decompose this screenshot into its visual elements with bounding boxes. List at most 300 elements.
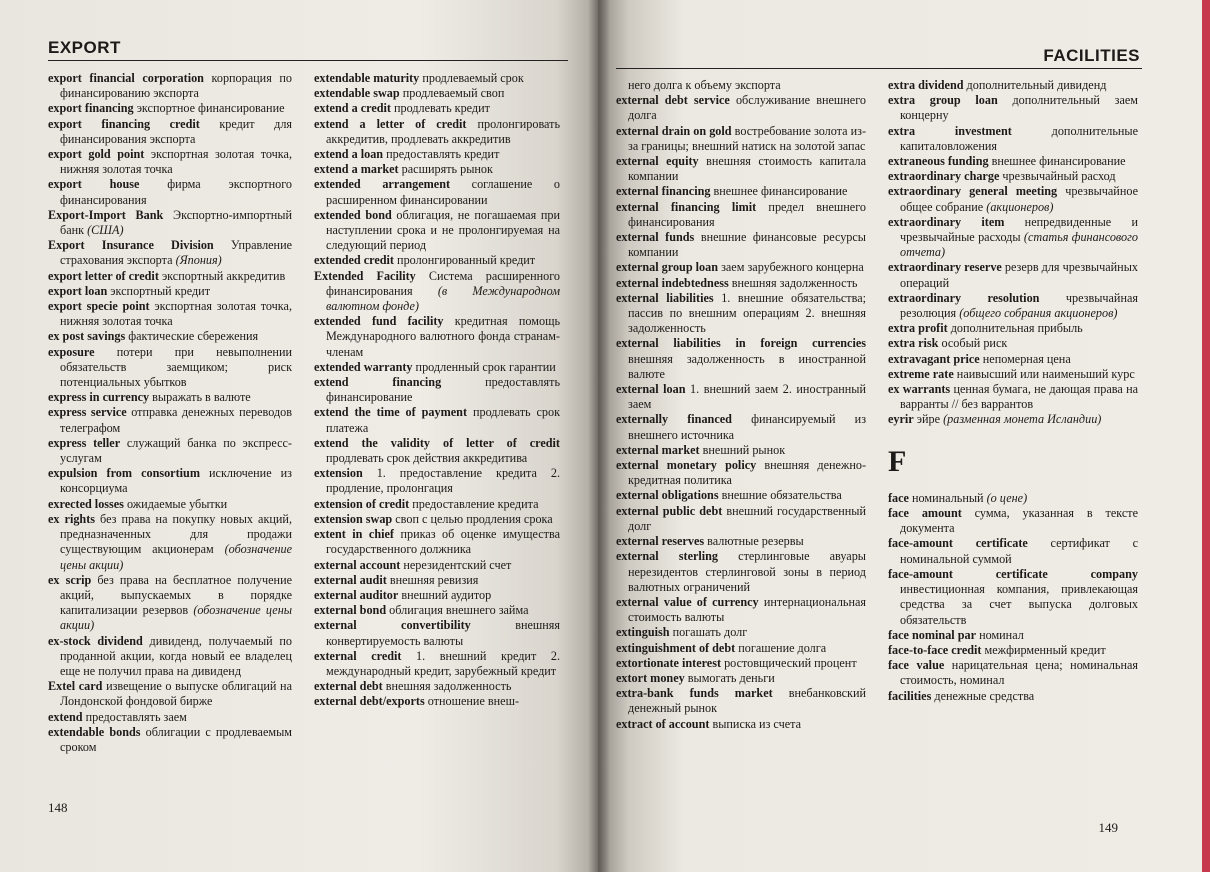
running-header-left: EXPORT (48, 38, 121, 57)
dictionary-entry (616, 716, 866, 732)
entry-term: extend a letter of credit (314, 116, 467, 131)
entry-term: external debt service (616, 93, 730, 108)
entry-definition: финансируемый из внешнего источника (628, 412, 867, 442)
entry-definition: расширять рынок (401, 162, 493, 177)
dictionary-entry (314, 405, 561, 435)
entry-definition: дополнительные капиталовложения (900, 123, 1138, 153)
dictionary-entry (888, 336, 1138, 351)
header-rule-right (616, 68, 1142, 69)
dictionary-entry (314, 527, 561, 557)
entry-term: ex rights (48, 511, 96, 526)
entry-term: extraordinary resolution (888, 290, 1040, 305)
book-gutter (588, 0, 610, 872)
entry-definition: внешние финансовые ресурсы компании (628, 230, 866, 260)
dictionary-entry (314, 359, 560, 375)
entry-definition: без права на бесплатное получение акций, выпускаемых в порядке капитализации резервов (60, 572, 293, 618)
entry-term: export specie point (48, 299, 150, 314)
entry-term: export loan (48, 283, 108, 298)
entry-term: extendable bonds (48, 724, 141, 739)
dictionary-entry (888, 658, 1139, 688)
entry-term: external audit (314, 572, 387, 587)
entry-definition: дополнительный заем концерну (900, 93, 1138, 123)
entry-term: export financing credit (48, 116, 200, 131)
entry-term: extra investment (888, 123, 1012, 138)
entry-definition: 1. внешние обязательства; пассив по внешним операциям 2. внешняя задолженность (628, 290, 866, 336)
dictionary-entry (48, 238, 293, 268)
entry-definition: потери при невыполнении обязательств заемщиком; риск потенциальных убытков (60, 344, 293, 390)
entry-definition: внешняя конвертируемость валюты (326, 618, 560, 648)
dictionary-entry (314, 511, 560, 527)
entry-term: extended bond (314, 207, 392, 222)
entry-term: external auditor (314, 587, 399, 602)
entry-note: (обозначение цены акции) (60, 542, 293, 572)
entry-term: face-amount certificate company (888, 566, 1138, 581)
column-3-entries (616, 93, 866, 732)
section-letter: F (888, 444, 907, 478)
entry-definition: приказ об оценке имущества государственного должника (326, 527, 561, 557)
entry-definition: эйре (916, 412, 941, 427)
entry-definition: ростовщический процент (724, 655, 857, 670)
entry-definition: сумма, указанная в тексте документа (900, 506, 1138, 536)
dictionary-entry (616, 686, 867, 716)
entry-term: extend the time of payment (314, 405, 468, 420)
entry-term: extend a credit (314, 101, 391, 116)
entry-term: external account (314, 557, 401, 572)
entry-definition: ожидаемые убытки (126, 496, 228, 511)
entry-definition: внешняя задолженность (731, 275, 858, 290)
entry-term: external financing (616, 184, 711, 199)
entry-term: extravagant price (888, 351, 980, 366)
entry-definition: нарицательная цена; номинальная стоимость, номинал (900, 658, 1139, 688)
entry-definition: продлеваемый срок (422, 71, 524, 85)
dictionary-entry (314, 572, 560, 588)
entry-definition: экспортная золотая точка, нижняя золотая точка (60, 147, 292, 177)
entry-definition: выписка из счета (712, 716, 802, 731)
dictionary-entry (616, 290, 866, 337)
entry-definition: предел внешнего финансирования (628, 199, 866, 229)
entry-definition: 1. внешний кредит 2. международный кредит, зарубежный кредит (326, 648, 560, 678)
entry-term: external liabilities (616, 290, 714, 305)
entry-definition: обслуживание внешнего долга (628, 93, 866, 123)
entry-term: face (888, 490, 909, 505)
entry-term: eyrir (888, 412, 914, 427)
dictionary-entry (314, 496, 560, 512)
left-page (0, 0, 598, 872)
entry-note: (о цене) (986, 490, 1028, 505)
entry-definition: фактические сбережения (128, 329, 259, 344)
entry-term: extraordinary reserve (888, 260, 1002, 275)
entry-definition: продлеваемый своп (402, 86, 505, 101)
dictionary-entry (314, 71, 560, 86)
dictionary-entry (314, 375, 561, 405)
entry-definition: корпорация по финансированию экспорта (60, 71, 292, 101)
dictionary-entry (888, 382, 1138, 412)
entry-term: external debt/exports (314, 694, 425, 709)
entry-term: external convertibility (314, 618, 471, 633)
dictionary-entry (48, 177, 292, 207)
dictionary-entry (888, 290, 1138, 321)
entry-definition: дополнительная прибыль (950, 321, 1083, 336)
entry-term: exrected losses (48, 496, 124, 511)
dictionary-entry (314, 86, 560, 101)
dictionary-entry (888, 536, 1139, 566)
entry-term: extra dividend (888, 78, 964, 92)
dictionary-entry (888, 566, 1138, 628)
entry-term: face value (888, 658, 945, 673)
dictionary-entry (616, 336, 866, 382)
dictionary-entry (314, 101, 560, 116)
entry-definition: экспортная золотая точка, нижняя золотая точка (60, 299, 292, 329)
entry-definition: Система расширенного финансирования (326, 268, 560, 298)
entry-term: extraordinary charge (888, 169, 1000, 184)
entry-term: express service (48, 405, 127, 420)
dictionary-entry (888, 184, 1138, 214)
dictionary-entry (48, 466, 292, 496)
entry-definition: экспортное финансирование (136, 101, 285, 116)
entry-term: facilities (888, 688, 932, 703)
column-4 (888, 78, 1138, 704)
entry-definition: без права на покупку новых акций, предназначенных для продажи существующим акционерам (60, 511, 292, 557)
entry-term: external funds (616, 230, 695, 245)
page-number-left: 148 (48, 800, 68, 815)
entry-definition: кредит для финансирования экспорта (60, 116, 293, 146)
dictionary-entry (48, 405, 292, 435)
entry-term: extra group loan (888, 93, 998, 108)
entry-definition: внешняя задолженность (385, 679, 512, 694)
entry-definition: экспортный кредит (110, 283, 211, 298)
entry-note: (обозначение цены акции) (60, 603, 293, 633)
column-4-entries (888, 78, 1138, 428)
dictionary-entry (888, 506, 1138, 536)
dictionary-entry (314, 679, 560, 694)
entry-definition: предоставлять кредит (386, 147, 500, 162)
entry-note: (США) (87, 223, 124, 238)
entry-term: external reserves (616, 534, 705, 549)
dictionary-entry (314, 603, 560, 618)
entry-definition: интернациональная стоимость валюты (628, 594, 867, 625)
column-2 (314, 71, 560, 710)
dictionary-entry (888, 412, 1138, 427)
entry-term: export gold point (48, 147, 145, 162)
dictionary-entry (616, 655, 866, 671)
entry-definition: внешняя задолженность в иностранной валюте (628, 351, 866, 381)
dictionary-entry (314, 147, 560, 162)
entry-term: extraneous funding (888, 154, 989, 169)
entry-definition: внешнее финансирование (713, 184, 848, 199)
entry-term: extended warranty (314, 359, 413, 374)
dictionary-entry (616, 154, 866, 184)
dictionary-entry (48, 147, 292, 177)
entry-term: external bond (314, 603, 387, 618)
entry-definition: стерлинговые авуары нерезидентов стерлинговой зоны в период валютных ограничений (628, 549, 866, 594)
entry-definition: чрезвычайное общее собрание (900, 184, 1138, 214)
entry-definition: внебанковский денежный рынок (628, 686, 867, 716)
dictionary-entry (48, 435, 292, 466)
entry-definition: выражать в валюте (152, 390, 251, 405)
column-3 (616, 78, 866, 732)
entry-definition: внешний рынок (702, 442, 786, 457)
entry-definition: отношение внеш- (427, 694, 520, 709)
entry-term: extortionate interest (616, 655, 722, 670)
entry-term: external value of currency (616, 594, 759, 609)
dictionary-entry (888, 154, 1138, 169)
header-rule-left (48, 60, 568, 61)
entry-definition: Экспортно-импортный банк (60, 207, 293, 238)
entry-term: extendable swap (314, 86, 400, 101)
entry-term: face-to-face credit (888, 642, 982, 657)
entry-definition: своп с целью продления срока (395, 511, 553, 526)
dictionary-entry (616, 640, 866, 656)
entry-term: ex-stock dividend (48, 633, 143, 648)
dictionary-entry (616, 488, 866, 503)
entry-term: extended fund facility (314, 314, 444, 329)
dictionary-entry (48, 496, 292, 512)
entry-term: external group loan (616, 260, 719, 275)
dictionary-entry (314, 177, 560, 207)
dictionary-entry (48, 390, 292, 405)
dictionary-entry (888, 260, 1138, 290)
entry-definition: соглашение о расширенном финансировании (326, 177, 560, 207)
entry-definition: востребование золота из-за границы; внешний натиск на золотой запас (628, 123, 867, 153)
dictionary-entry (616, 260, 866, 275)
dictionary-entry (314, 162, 560, 177)
entry-term: external debt (314, 679, 383, 694)
entry-definition: предоставлять финансирование (326, 375, 561, 405)
dictionary-entry (616, 534, 866, 549)
entry-term: extendable maturity (314, 71, 420, 85)
cover-edge (1202, 0, 1210, 872)
entry-term: extension of credit (314, 496, 410, 511)
dictionary-entry (616, 93, 866, 123)
dictionary-entry (48, 679, 292, 709)
entry-note: (в Международном валютном фонде) (326, 283, 560, 314)
dictionary-entry (888, 214, 1138, 261)
running-header-right: FACILITIES (1043, 46, 1140, 65)
entry-term: ex warrants (888, 382, 951, 397)
entry-term: extended arrangement (314, 177, 451, 192)
entry-definition: внешний государственный долг (628, 503, 867, 533)
dictionary-entry (888, 688, 1138, 704)
entry-term: extend a loan (314, 147, 384, 162)
entry-term: express in currency (48, 390, 150, 405)
dictionary-entry (888, 321, 1138, 336)
entry-term: ex scrip (48, 572, 92, 587)
entry-definition: пролонгировать аккредитив, продлевать аккредитив (326, 116, 561, 146)
entry-definition: денежные средства (934, 688, 1035, 703)
dictionary-entry (888, 123, 1138, 154)
dictionary-entry (314, 268, 560, 315)
dictionary-entry (616, 549, 866, 595)
dictionary-entry (616, 670, 866, 686)
entry-term: external monetary policy (616, 458, 757, 473)
dictionary-entry (616, 382, 866, 412)
dictionary-entry (616, 594, 867, 625)
entry-term: extinguish (616, 625, 670, 640)
dictionary-entry (616, 458, 867, 488)
entry-definition: 1. внешний заем 2. иностранный заем (628, 382, 866, 412)
entry-definition: продлевать кредит (394, 101, 490, 116)
entry-definition: облигация внешнего займа (389, 603, 529, 618)
entry-definition: продленный срок гарантии (415, 359, 556, 374)
entry-term: export house (48, 177, 140, 192)
entry-definition: дополнительный дивиденд (966, 78, 1107, 92)
entry-term: extraordinary general meeting (888, 184, 1058, 199)
dictionary-entry (314, 618, 560, 648)
entry-definition: внешняя ревизия (389, 572, 479, 587)
entry-definition: продлевать срок платежа (326, 405, 561, 435)
page-number-right: 149 (1098, 820, 1118, 835)
entry-term: external equity (616, 154, 699, 169)
entry-definition: кредитная помощь Международного валютного фонда странам-членам (326, 314, 561, 359)
entry-definition: 1. предоставление кредита 2. продление, пролонгация (326, 466, 560, 496)
entry-term: export financing (48, 101, 134, 116)
entry-definition: непредвиденные и чрезвычайные расходы (900, 214, 1138, 245)
entry-term: Extel card (48, 679, 103, 694)
entry-term: extend financing (314, 375, 442, 390)
dictionary-entry (48, 207, 293, 238)
entry-definition: чрезвычайный расход (1002, 169, 1116, 184)
entry-term: extra profit (888, 321, 948, 336)
dictionary-entry (48, 283, 292, 299)
dictionary-entry (48, 71, 292, 101)
entry-definition: экспортный аккредитив (161, 268, 286, 283)
entry-term: extinguishment of debt (616, 640, 736, 655)
entry-definition: нерезидентский счет (403, 557, 512, 572)
entry-term: external indebtedness (616, 275, 729, 290)
entry-term: external obligations (616, 488, 719, 503)
entry-definition: внешний аудитор (401, 587, 492, 602)
entry-term: external market (616, 442, 700, 457)
dictionary-entry (48, 329, 292, 344)
entry-term: external credit (314, 648, 402, 663)
dictionary-entry (314, 314, 561, 360)
entry-term: ex post savings (48, 329, 126, 344)
entry-term: extension swap (314, 511, 393, 526)
entry-definition: пролонгированный кредит (397, 253, 536, 268)
entry-term: Extended Facility (314, 268, 416, 283)
dictionary-entry (314, 587, 560, 603)
entry-definition: номинал (979, 627, 1024, 642)
entry-term: extra risk (888, 336, 939, 351)
entry-definition: предоставлять заем (85, 709, 187, 724)
entry-term: exposure (48, 344, 95, 359)
entry-term: extreme rate (888, 366, 954, 381)
entry-definition: продлевать срок действия аккредитива (326, 451, 528, 466)
entry-definition: особый риск (941, 336, 1008, 351)
entry-note: (статья финансового отчета) (900, 230, 1138, 260)
entry-definition: погашать долг (672, 625, 748, 640)
dictionary-entry (616, 275, 866, 291)
entry-term: extent in chief (314, 527, 394, 542)
entry-term: face nominal par (888, 627, 977, 642)
entry-term: extended credit (314, 253, 394, 268)
entry-definition: ценная бумага, не дающая права на варранты // без варрантов (900, 382, 1138, 412)
entry-definition: вымогать деньги (687, 670, 775, 685)
dictionary-entry (48, 299, 292, 329)
entry-definition: наивысший или наименьший курс (956, 366, 1135, 381)
entry-term: export financial corporation (48, 71, 204, 85)
entry-definition: внешняя стоимость капитала компании (628, 154, 866, 184)
entry-term: externally financed (616, 412, 732, 427)
column-1 (48, 71, 292, 755)
dictionary-entry (48, 511, 293, 573)
dictionary-entry (616, 625, 866, 640)
dictionary-entry (314, 116, 561, 147)
dictionary-entry (48, 344, 293, 391)
dictionary-entry (888, 490, 1138, 506)
column-4-f-entries (888, 491, 1138, 704)
entry-term: Export Insurance Division (48, 238, 214, 253)
dictionary-entry (888, 627, 1138, 643)
entry-term: extraordinary item (888, 214, 1005, 229)
entry-definition: внешнее финансирование (991, 154, 1126, 169)
entry-definition: непомерная цена (982, 351, 1071, 366)
dictionary-entry (616, 199, 866, 230)
dictionary-entry (48, 724, 292, 755)
entry-definition: валютные резервы (707, 534, 804, 549)
dictionary-entry (314, 466, 560, 496)
entry-term: Export-Import Bank (48, 207, 164, 222)
entry-definition: погашение долга (738, 640, 827, 655)
entry-definition: инвестиционная компания, привлекающая средства за счет выпуска долговых обязательств (900, 582, 1138, 627)
entry-term: express teller (48, 435, 121, 450)
entry-term: extend (48, 709, 83, 724)
entry-term: extend the validity of letter of credit (314, 435, 560, 450)
entry-note: (общего собрания акционеров) (959, 306, 1118, 321)
dictionary-entry (888, 78, 1138, 93)
entry-term: extort money (616, 670, 685, 685)
dictionary-entry (314, 648, 560, 679)
entry-definition: фирма экспортного финансирования (60, 177, 292, 207)
entry-term: external financing limit (616, 199, 757, 214)
entry-definition: Управление страхования экспорта (60, 238, 293, 268)
entry-term: face-amount certificate (888, 536, 1028, 551)
entry-definition: межфирменный кредит (984, 642, 1106, 657)
dictionary-entry (888, 93, 1138, 123)
entry-term: external public debt (616, 503, 723, 518)
dictionary-entry (314, 253, 560, 268)
entry-note: (разменная монета Исландии) (943, 412, 1102, 427)
entry-term: extend a market (314, 162, 399, 177)
entry-term: expulsion from consortium (48, 466, 200, 481)
dictionary-entry (314, 557, 560, 573)
entry-term: extension (314, 466, 363, 481)
dictionary-entry (48, 101, 292, 116)
entry-term: extract of account (616, 716, 710, 731)
dictionary-entry (888, 642, 1138, 658)
entry-term: external loan (616, 382, 686, 397)
dictionary-entry (888, 351, 1138, 367)
entry-definition: дивиденд, получаемый по проданной акции, когда новый ее владелец еще не получил права на дивиденд (60, 633, 293, 678)
entry-term: export letter of credit (48, 268, 159, 283)
entry-definition: резерв для чрезвычайных операций (900, 260, 1138, 290)
dictionary-entry (888, 169, 1138, 184)
dictionary-entry (616, 230, 866, 260)
entry-definition: сертификат с номинальной суммой (900, 536, 1139, 566)
dictionary-entry (616, 123, 867, 154)
entry-term: face amount (888, 506, 962, 521)
dictionary-entry (314, 694, 560, 709)
dictionary-entry (314, 435, 560, 466)
entry-definition: облигации с продлеваемым сроком (60, 724, 292, 754)
entry-term: external liabilities in foreign currencies (616, 336, 866, 351)
dictionary-entry (616, 442, 866, 458)
entry-definition: отправка денежных переводов телеграфом (60, 405, 292, 435)
entry-definition: облигация, не погашаемая при наступлении срока и не пролонгируемая на следующий период (326, 207, 560, 253)
right-page (598, 0, 1210, 872)
dictionary-entry (48, 709, 292, 725)
entry-definition: внешние обязательства (721, 488, 842, 503)
